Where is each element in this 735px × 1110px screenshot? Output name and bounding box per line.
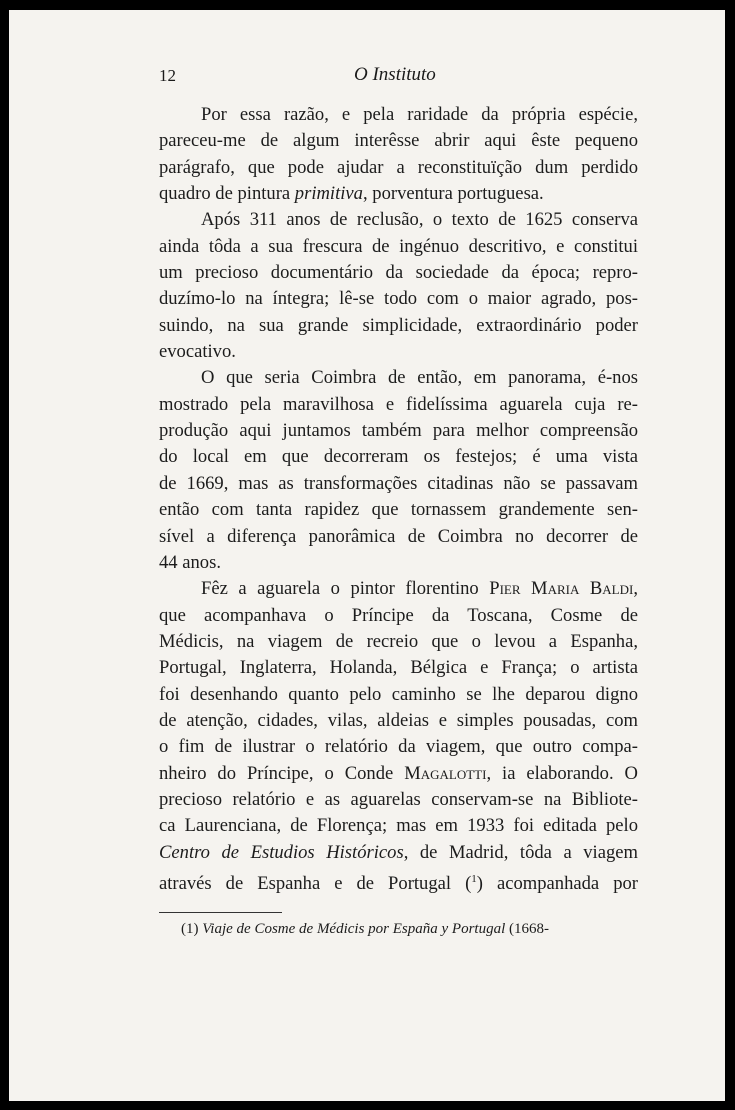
text-line: duzímo-lo na íntegra; lê-se todo com o maior agrado, pos-: [159, 288, 638, 310]
text-line: foi desenhando quanto pelo caminho se lhe deparou digno: [159, 683, 638, 705]
footnote-divider: [159, 912, 282, 913]
text-line: quadro de pintura primitiva, porventura portuguesa.: [159, 183, 544, 205]
text-line: precioso relatório e as aguarelas conservam-se na Bibliote-: [159, 788, 638, 810]
text-line: pareceu-me de algum interêsse abrir aqui êste pequeno: [159, 130, 638, 152]
text-line: do local em que decorreram os festejos; é uma vista: [159, 446, 638, 468]
footnote-marker: (1): [181, 921, 199, 937]
emphasis: primitiva: [294, 183, 363, 205]
institution-name: Centro de Estudios Históricos: [159, 841, 404, 863]
running-title: O Instituto: [354, 64, 436, 85]
text-line: 44 anos.: [159, 551, 221, 573]
page-header: [159, 64, 639, 94]
footnote: [181, 921, 641, 938]
text-line: um precioso documentário da sociedade da época; repro-: [159, 262, 638, 284]
person-name: Pier Maria Baldi: [489, 578, 634, 600]
body-text: [159, 102, 638, 895]
text-line: sível a diferença panorâmica de Coimbra no decorrer de: [159, 525, 638, 547]
text-line: Portugal, Inglaterra, Holanda, Bélgica e França; o artista: [159, 657, 638, 679]
footnote-tail: (1668-: [509, 921, 550, 937]
text-line: Fêz a aguarela o pintor florentino Pier Maria Baldi,: [201, 578, 638, 600]
text-line: então com tanta rapidez que tornassem grandemente sen-: [159, 499, 638, 521]
text-line: suindo, na sua grande simplicidade, extraordinário poder: [159, 314, 638, 336]
paragraph: [159, 365, 638, 576]
paragraph: [159, 576, 638, 895]
person-name: Magalotti: [404, 762, 487, 784]
text-line: Por essa razão, e pela raridade da própria espécie,: [201, 104, 638, 125]
text-line: ainda tôda a sua frescura de ingénuo descritivo, e constitui: [159, 235, 638, 257]
text-line: Centro de Estudios Históricos, de Madrid, tôda a viagem: [159, 841, 638, 863]
text-line: nheiro do Príncipe, o Conde Magalotti, ia elaborando. O: [159, 762, 638, 784]
text-line: evocativo.: [159, 341, 236, 363]
paragraph: [159, 207, 638, 365]
text-line: que acompanhava o Príncipe da Toscana, Cosme de: [159, 604, 638, 626]
text-line: mostrado pela maravilhosa e fidelíssima aguarela cuja re-: [159, 393, 638, 415]
footnote-text: Viaje de Cosme de Médicis por España y Portugal: [202, 921, 506, 937]
text-line: de 1669, mas as transformações citadinas não se passavam: [159, 472, 638, 494]
book-page: [9, 10, 725, 1101]
text-line: através de Espanha e de Portugal ($^1$) acompanhada por: [159, 872, 638, 895]
text-line: Médicis, na viagem de recreio que o levou a Espanha,: [159, 630, 638, 652]
text-line: parágrafo, que pode ajudar a reconstituïção dum perdido: [159, 156, 638, 178]
paragraph: [159, 102, 638, 207]
text-line: o fim de ilustrar o relatório da viagem, que outro compa-: [159, 736, 638, 758]
text-line: Após 311 anos de reclusão, o texto de 1625 conserva: [201, 209, 638, 231]
text-line: de atenção, cidades, vilas, aldeias e simples pousadas, com: [159, 709, 638, 731]
text-line: O que seria Coimbra de então, em panorama, é-nos: [201, 367, 638, 389]
footnote-ref: 1: [471, 872, 477, 885]
text-line: produção aqui juntamos também para melhor compreensão: [159, 420, 638, 442]
text-line: ca Laurenciana, de Florença; mas em 1933 foi editada pelo: [159, 815, 638, 837]
page-number: 12: [159, 66, 176, 85]
